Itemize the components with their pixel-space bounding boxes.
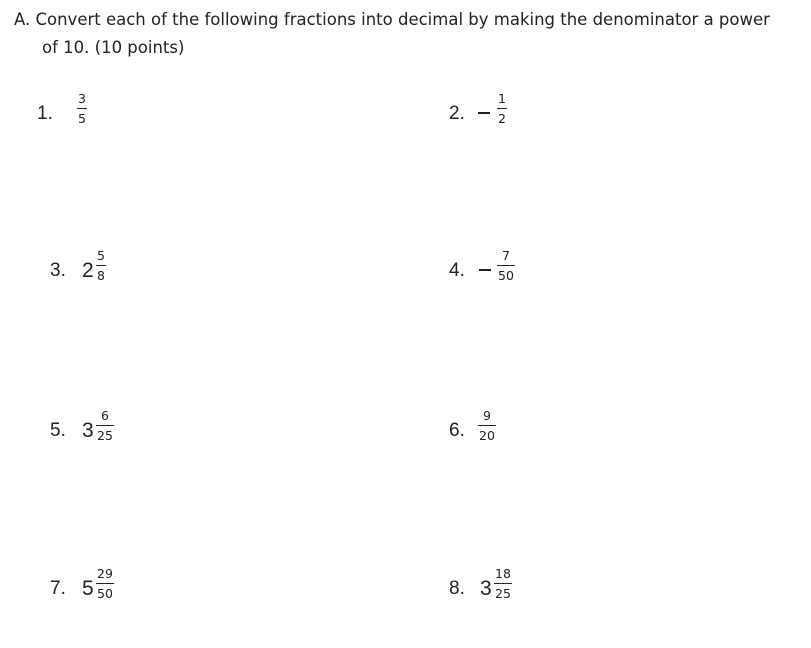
denominator: 25 bbox=[495, 586, 511, 602]
numerator: 6 bbox=[100, 408, 109, 423]
numerator: 18 bbox=[495, 566, 511, 581]
problem-number: 3. bbox=[50, 260, 66, 281]
instructions-heading bbox=[14, 6, 804, 62]
problem-number: 6. bbox=[449, 420, 465, 441]
instructions-line-2: of 10. (10 points) bbox=[42, 38, 185, 57]
denominator: 5 bbox=[78, 111, 86, 127]
negative-sign bbox=[478, 112, 490, 114]
whole-number: 3 bbox=[82, 419, 94, 442]
problem-number: 4. bbox=[449, 260, 465, 281]
numerator: 5 bbox=[97, 248, 105, 263]
negative-sign bbox=[479, 269, 491, 271]
numerator: 1 bbox=[498, 91, 506, 106]
fraction-bar bbox=[478, 425, 496, 426]
fraction-bar bbox=[96, 425, 114, 426]
fraction bbox=[494, 567, 512, 601]
numerator: 9 bbox=[482, 408, 491, 423]
fraction bbox=[497, 249, 515, 283]
instructions-line-1: A. Convert each of the following fractions into decimal by making the denominator a power bbox=[14, 10, 770, 29]
denominator: 25 bbox=[97, 428, 113, 444]
fraction bbox=[497, 92, 507, 126]
fraction-bar bbox=[497, 108, 507, 109]
fraction bbox=[77, 92, 87, 126]
whole-number: 5 bbox=[82, 577, 94, 600]
denominator: 50 bbox=[498, 268, 514, 284]
fraction-bar bbox=[497, 265, 515, 266]
fraction bbox=[96, 567, 114, 601]
denominator: 2 bbox=[498, 111, 506, 127]
whole-number: 3 bbox=[480, 577, 492, 600]
fraction-bar bbox=[77, 108, 87, 109]
whole-number: 2 bbox=[82, 259, 94, 282]
problem-number: 5. bbox=[50, 420, 66, 441]
fraction-bar bbox=[96, 583, 114, 584]
problem-number: 7. bbox=[50, 578, 66, 599]
problem-number: 2. bbox=[449, 103, 465, 124]
numerator: 3 bbox=[78, 91, 86, 106]
denominator: 8 bbox=[97, 268, 105, 284]
fraction bbox=[478, 409, 496, 443]
problem-number: 1. bbox=[37, 103, 53, 124]
problem-number: 8. bbox=[449, 578, 465, 599]
fraction bbox=[96, 249, 106, 283]
numerator: 7 bbox=[501, 248, 510, 263]
denominator: 20 bbox=[479, 428, 495, 444]
denominator: 50 bbox=[97, 586, 113, 602]
fraction-bar bbox=[96, 265, 106, 266]
fraction bbox=[96, 409, 114, 443]
numerator: 29 bbox=[97, 566, 113, 581]
fraction-bar bbox=[494, 583, 512, 584]
